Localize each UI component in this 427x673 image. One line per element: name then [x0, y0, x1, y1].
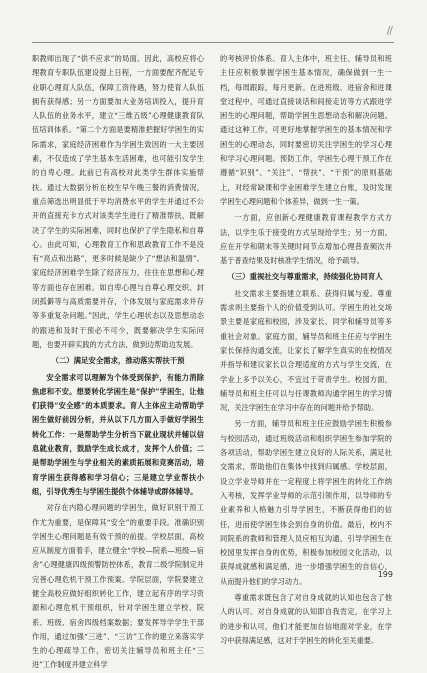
- left-column: [32, 52, 204, 670]
- left-paragraph-2: 安全需求可以理解为个体受到保护，有能力消除焦虑和不安。想要转化学困生是“保护”学困生，让他们获得“安全感”的本质要求。育人主体应主动帮助学困生做好前因分析，并从以下几方面入手做好学困生转化工作：一是帮助学生分析当下就业现状并辅以信息就业教育，鼓励学生成长成才，发挥个人价值；二是帮助学困生与学业相关的素质拓展和竞赛活动，培育学困生获得感和学习信心；三是建立学业帮扶小组，引导优秀生与学困生提供个体辅导或群体辅导。: [32, 372, 204, 496]
- right-paragraph-3: 社交需求主要指建立联系、获得归属与爱。尊重需求则主要指个人的价值受到认可。学困生的社交场景主要是家庭和校园，涉及家长、同学和辅导员等多重社会对象。家庭方面，辅导员和班主任应与学困生家长保持沟通交流，让家长了解学生真实的在校情况并指导和建议家长以合理适度的方式与学生交流，在学业上多予以关心，不宜过于苛责学生。校园方面，辅导员和班主任可以与任课教师沟通学困生的学习情况，关注学困生在学习中存在的问题并给予帮助。: [220, 288, 392, 413]
- left-paragraph-3: 对存在内隐心理问题的学困生，做好识别干预工作尤为重要，是保障其“安全”的重要手段。准确识别学困生心理问题是有效干预的前提。学校层面，高校应从制度方面着手，建立健全“学校—院系—班级—宿舍”心理健康四级预警防控体系，教育二级学院制定并完善心理危机干预工作预案。学院层面，学院要建立健全高校应做好组织转化工作，建立起有序的学习资源和心理危机干预组织，针对学困生建立学校、院系、班级、宿舍四级档案数据；要发挥导学学生干部作用，通过加强“三进”、“三访”工作的建立来落实学生的心理疏导工作，密切关注辅导员和班主任“三进”工作制度并建立科学: [32, 503, 204, 670]
- right-paragraph-1: 的考核评价体系。育人主体中，班主任、辅导员和班主任应积极掌握学困生基本情况，确保做到一生一档，每周跟踪，每月更新。在进班级、进宿舍和进课堂过程中，可通过直接谈话和间接走访等方式跟进学困生的心理问题，帮助学困生思想动态和解决问题。通过这种工作，可更好地掌握学困生的基本情况和学困生的心理动态，同时要密切关注学困生的学习心理和学习心理问题。预防工作，学困生心理干预工作在遵循“识别”、“关注”、“帮扶”、“干预”的原则基础上，对经常缺课和学业困难学生建立台账，及时发现学困生心理问题和个体差异，做到一生一策。: [220, 54, 392, 206]
- header-mark: //: [386, 24, 392, 37]
- right-paragraph-4: 另一方面，辅导员和班主任应鼓励学困生积极参与校园活动，通过班级活动和组织学困生参加学院的各项活动，帮助学困生建立良好的人际关系，满足社交需求，帮助他们在集体中找到归属感。学校层面，设立学业导师并在一定程度上将学困生的转化工作纳入考核，发挥学业导师的示范引领作用，以导师的专业素养和人格魅力引导学困生，不断获得他们的信任，进而使学困生体会到自身的价值。最后，校内不同院系的教师和管理人员应相互沟通，引导学困生在校园里发挥自身的优势，积极参加校园文化活动，以获得成就感和满足感，进一步增强学困生的自信心，从而提升他们的学习动力。: [220, 419, 392, 586]
- right-paragraph-2: 一方面，应创新心理健康教育课程教学方式方法，以学生乐于接受的方式呈现给学生；另一方面，应在开学和期末等关键时间节点增加心理普查频次并基于普查结果及时核准学生情况，给予疏导。: [220, 213, 392, 266]
- section-heading-3: （三）重视社交与尊重需求，持续强化协同育人: [227, 272, 383, 282]
- section-heading-2: （二）满足安全需求，推动落实帮扶干预: [51, 356, 185, 366]
- left-paragraph-1: 职教师出现了“供不应求”的局面。因此，高校应将心理教育专职队伍建设提上日程，一方面要配齐配足专业职心理育人队伍，保障工资待遇，努力使育人队伍拥有获得感；另一方面要加大业务培训投入，提升育人队伍的业务水平，建立“三维五级”心理健康教育队伍培训体系。“第二个方面是要精准把握好学困生的实际需求，家庭经济困难作为学困生致因的一大主要因素，不仅造成了学生基本生活困难，也可能引发学生的自卑心理。此前已有高校对此类学生群体实施帮扶。通过大数据分析在校生早午晚三餐的消费情况，重点筛选出明显低于平均消费水平的学生并通过不公开的直接充卡方式对该类学生进行了精准帮扶，既解决了学生的实际困难，同时也保护了学生隐私和自尊心。由此可知，心理教育工作和思政教育工作不是没有“亮点和出路”，更多时候是缺少了“想法和温情”。家庭经济困难学生除了经济压力，往往在思想和心理等方面也存在困难。如自卑心理与自尊心理交织、封闭孤僻等与高质需要并存，个体发展与家庭需求并存等多重复杂问题。”因此，学生心理状态以及思想动态的跟进和及时干预必不可少，既要解决学生实际问题，也要开辟实践的方式方法，做到边帮助边发展。: [32, 54, 204, 349]
- page-number: 199: [377, 570, 393, 579]
- page-header: [32, 22, 394, 43]
- right-paragraph-5: 尊重需求既包含了对自身成就的认知也包含了他人的认可。对自身成就的认知即自我肯定，在学习上的进步和认可，他们才能更加自信地面对学业，在学习中获得满足感，这对于学困生的转化至关重要。: [220, 592, 392, 645]
